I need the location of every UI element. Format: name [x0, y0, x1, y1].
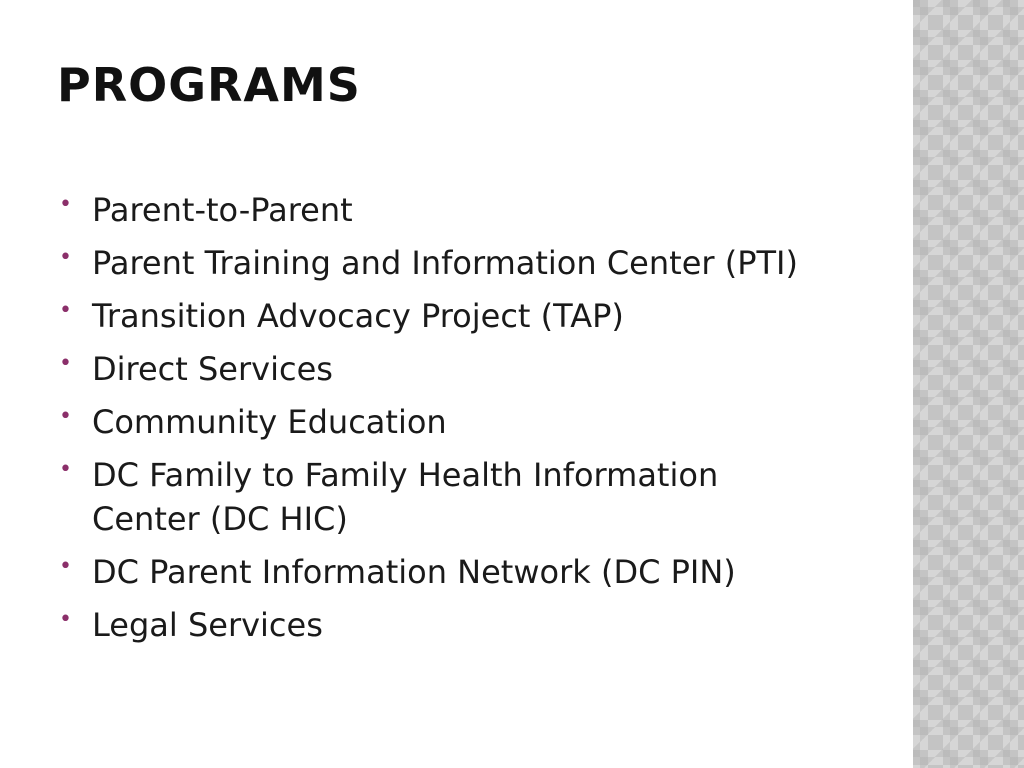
list-item-text: Legal Services: [92, 606, 323, 644]
bullet-icon: •: [59, 607, 72, 632]
list-item: [57, 188, 817, 232]
bullet-icon: •: [59, 192, 72, 217]
bullet-icon: •: [59, 554, 72, 579]
decorative-side-panel: [913, 0, 1024, 768]
list-item: [57, 347, 817, 391]
list-item-text: Community Education: [92, 403, 447, 441]
list-item-text: Direct Services: [92, 350, 333, 388]
list-item-text: Parent Training and Information Center (PTI): [92, 244, 798, 282]
list-item: [57, 294, 817, 338]
bullet-icon: •: [59, 404, 72, 429]
list-item: [57, 400, 817, 444]
list-item-text: Parent-to-Parent: [92, 191, 353, 229]
bullet-icon: •: [59, 298, 72, 323]
list-item: [57, 241, 817, 285]
list-item-text: DC Parent Information Network (DC PIN): [92, 553, 736, 591]
bullet-icon: •: [59, 351, 72, 376]
slide-title: PROGRAMS: [57, 58, 361, 112]
bullet-icon: •: [59, 457, 72, 482]
program-list: [57, 188, 817, 656]
list-item-text: DC Family to Family Health Information Center (DC HIC): [92, 456, 719, 538]
list-item-text: Transition Advocacy Project (TAP): [92, 297, 624, 335]
bullet-icon: •: [59, 245, 72, 270]
list-item: [57, 550, 817, 594]
list-item: [57, 603, 817, 647]
list-item: [57, 453, 817, 541]
